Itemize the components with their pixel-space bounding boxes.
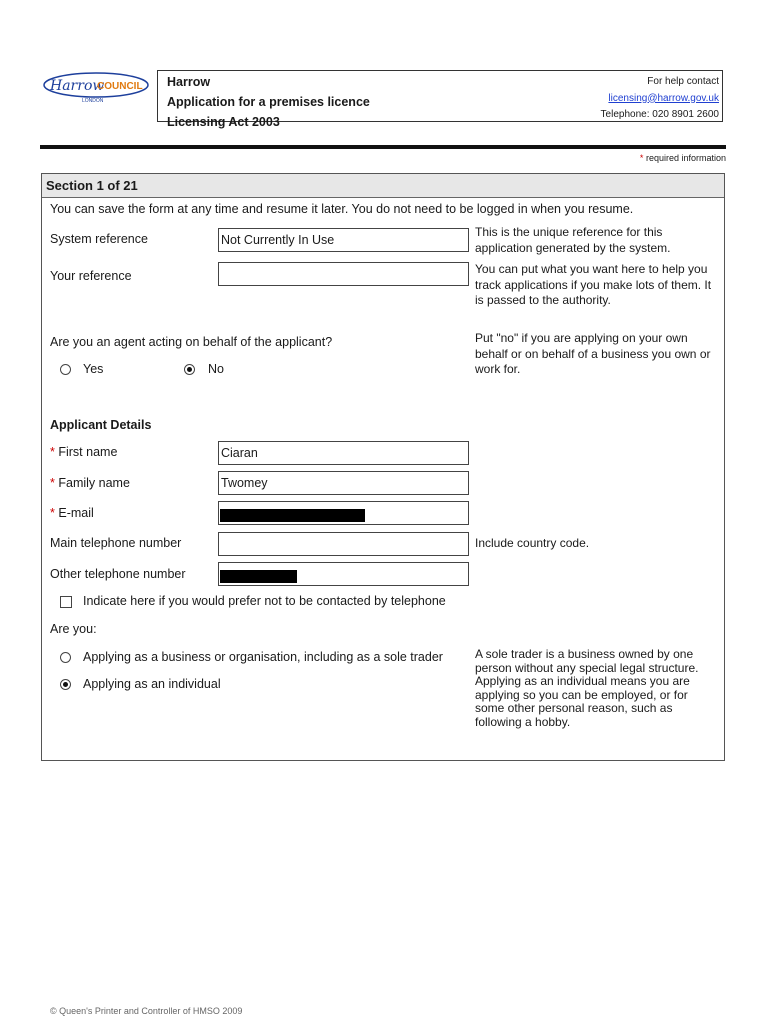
other-telephone-redaction <box>220 570 297 583</box>
business-radio[interactable] <box>60 652 71 663</box>
system-reference-help: This is the unique reference for this application generated by the system. <box>475 225 671 255</box>
main-telephone-field[interactable] <box>218 532 469 556</box>
section-panel <box>41 173 725 761</box>
logo-script-text: Harrow <box>50 78 105 94</box>
agent-no-radio[interactable] <box>184 364 195 375</box>
email-label: * E-mail <box>50 506 94 520</box>
family-name-label: * Family name <box>50 476 130 490</box>
no-telephone-contact-checkbox[interactable] <box>60 596 72 608</box>
section-title: Section 1 of 21 <box>42 174 724 198</box>
logo-sub-text: LONDON <box>82 98 104 104</box>
agent-yes-label: Yes <box>83 362 104 376</box>
required-note <box>640 153 726 163</box>
individual-option-label: Applying as an individual <box>83 677 221 691</box>
family-name-field[interactable]: Twomey <box>218 471 469 495</box>
section-intro: You can save the form at any time and resume it later. You do not need to be logged in when you resume. <box>50 202 634 216</box>
logo-council-text: COUNCIL <box>97 81 143 92</box>
individual-radio[interactable] <box>60 679 71 690</box>
org-name: Harrow <box>167 75 211 89</box>
agent-question-help: Put "no" if you are applying on your own behalf or on behalf of a business you own or work for. <box>475 331 711 376</box>
agent-question-label: Are you an agent acting on behalf of the applicant? <box>50 335 333 349</box>
header-divider <box>40 145 726 149</box>
system-reference-label: System reference <box>50 232 148 246</box>
agent-no-label: No <box>208 362 224 376</box>
agent-yes-radio[interactable] <box>60 364 71 375</box>
are-you-help: A sole trader is a business owned by one person without any special legal structure. Applying as an individual means you are applying so you can be employed, or for some other personal reason, such as following a hobby. <box>475 647 699 729</box>
act-name: Licensing Act 2003 <box>167 115 280 129</box>
your-reference-field[interactable] <box>218 262 469 286</box>
help-telephone: Telephone: 020 8901 2600 <box>600 109 719 120</box>
email-field[interactable] <box>218 501 469 525</box>
first-name-label: * First name <box>50 445 118 459</box>
email-redaction <box>220 509 365 522</box>
required-star: * <box>639 153 644 163</box>
business-option-label: Applying as a business or organisation, including as a sole trader <box>83 650 443 664</box>
other-telephone-label: Other telephone number <box>50 567 186 581</box>
no-telephone-contact-label: Indicate here if you would prefer not to be contacted by telephone <box>83 594 446 608</box>
help-email-link[interactable]: licensing@harrow.gov.uk <box>608 92 719 104</box>
first-name-field[interactable]: Ciaran <box>218 441 469 465</box>
your-reference-label: Your reference <box>50 269 132 283</box>
form-title: Application for a premises licence <box>167 95 370 109</box>
system-reference-field[interactable]: Not Currently In Use <box>218 228 469 252</box>
applicant-details-heading: Applicant Details <box>50 418 152 432</box>
copyright-footer: © Queen's Printer and Controller of HMSO 2009 <box>50 1006 243 1016</box>
main-telephone-help: Include country code. <box>475 536 590 550</box>
are-you-label: Are you: <box>50 622 97 636</box>
required-note-text: required information <box>645 153 726 163</box>
main-telephone-label: Main telephone number <box>50 536 182 550</box>
help-contact-label: For help contact <box>647 76 719 87</box>
harrow-council-logo <box>42 70 154 106</box>
your-reference-help: You can put what you want here to help you track applications if you make lots of them. It is passed to the authority. <box>475 262 712 307</box>
other-telephone-field[interactable] <box>218 562 469 586</box>
header-box <box>157 70 723 129</box>
